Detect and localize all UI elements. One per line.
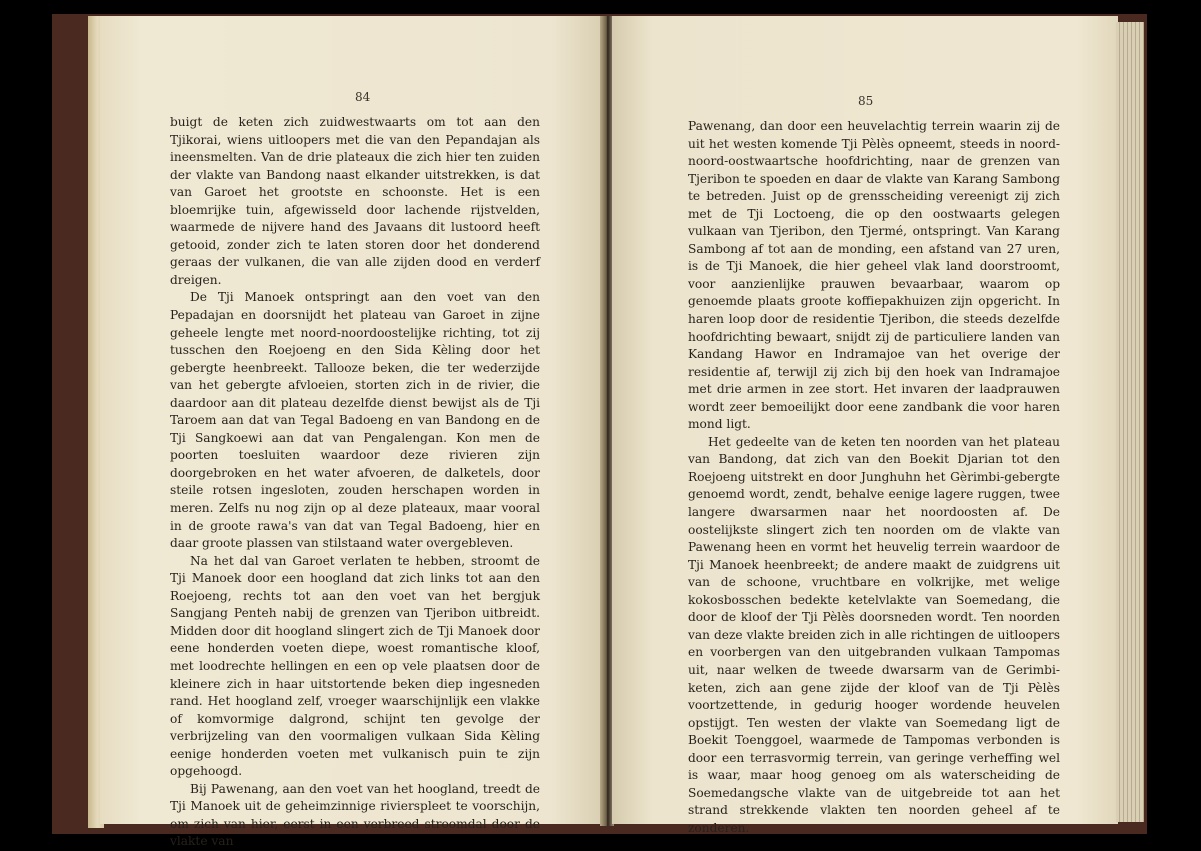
page-text [170, 114, 540, 851]
right-page [612, 16, 1118, 835]
paragraph: Pawenang, dan door een heuvelachtig terrein waarin zij de uit het westen komende Tji Pèlès opneemt, steeds in noord-noord-oostwaartsche hoofdrichting, naar de grenzen van Tjeribon te spoeden en daar de vlakte van Karang Sambong te betreden. Juist op de grensscheiding vereenigt zij zich met de Tji Loctoeng, die op den oostwaarts gelegen vulkaan van Tjeribon, den Tjermé, ontspringt. Van Karang Sambong af tot aan de monding, een afstand van 27 uren, is de Tji Manoek, die hier geheel vlak land doorstroomt, voor aanzienlijke prauwen bevaarbaar, waarom op genoemde plaats groote koffiepakhuizen zijn opgericht. In haren loop door de residentie Tjeribon, die steeds dezelfde hoofdrichting bewaart, snijdt zij de particuliere landen van Kandang Hawor en Indramajoe van het overige der residentie af, terwijl zij zich bij den hoek van Indramajoe met drie armen in zee stort. Het invaren der laadprauwen wordt zeer bemoeilijkt door eene zandbank die voor haren mond ligt. [688, 119, 1060, 432]
paragraph: Bij Pawenang, aan den voet van het hoogland, treedt de Tji Manoek uit de geheimzinnige rivierspleet te voorschijn, om zich van hier, eerst in een verbreed stroomdal door de vlakte van [170, 781, 540, 849]
page-text [688, 118, 1060, 837]
page-number: 85 [858, 94, 874, 108]
right-page-edges [1116, 22, 1144, 822]
left-page [100, 16, 602, 849]
paragraph: De Tji Manoek ontspringt aan den voet van den Pepadajan en doorsnijdt het plateau van Garoet in zijne geheele lengte met noord-noordoostelijke richting, tot zij tusschen den Roejoeng en den Sida Kèling door het gebergte heenbreekt. Tallooze beken, die ter wederzijde van het gebergte afvloeien, storten zich in de rivier, die daardoor aan dit plateau dezelfde dienst bewijst als de Tji Taroem aan dat van Tegal Badoeng en van Bandong en de Tji Sangkoewi aan dat van Pengalengan. Kon men de poorten toesluiten waardoor deze rivieren zijn doorgebroken en het water afvoeren, de dalketels, door steile rotsen ingesloten, zouden herschapen worden in meren. Zelfs nu nog zijn op al deze plateaux, maar vooral in de groote rawa's van dat van Tegal Badoeng, hier en daar groote plassen van stilstaand water overgebleven. [170, 290, 540, 551]
paragraph: buigt de keten zich zuidwestwaarts om tot aan den Tjikorai, wiens uitloopers met die van den Pepandajan als ineensmelten. Van de drie plateaux die zich hier ten zuiden der vlakte van Bandong naast elkander uitstrekken, is dat van Garoet het grootste en schoonste. Het is een bloemrijke tuin, afgewisseld door lachende rijstvelden, waarmede de nijvere hand des Javaans dit lustoord heeft getooid, zonder zich te laten storen door het donderend geraas der vulkanen, die van alle zijden dood en verderf dreigen. [170, 115, 540, 287]
page-number: 84 [355, 90, 371, 104]
paragraph: Na het dal van Garoet verlaten te hebben, stroomt de Tji Manoek door een hoogland dat zich links tot aan den Roejoeng, rechts tot aan den voet van het bergjuk Sangjang Penteh nabij de grenzen van Tjeribon uitbreidt. Midden door dit hoogland slingert zich de Tji Manoek door eene honderden voeten diepe, woest romantische kloof, met loodrechte hellingen en een op vele plaatsen door de kleinere zich in haar uitstortende beken diep ingesneden rand. Het hoogland zelf, vroeger waarschijnlijk een vlakke of komvormige dalgrond, schijnt ten gevolge der verbrijzeling van den voormaligen vulkaan Sida Kèling eenige honderden voeten met vulkanisch puin te zijn opgehoogd. [170, 553, 540, 779]
paragraph: Het gedeelte van de keten ten noorden van het plateau van Bandong, dat zich van den Boekit Djarian tot den Roejoeng uitstrekt en door Junghuhn het Gèrimbi-gebergte genoemd wordt, zendt, behalve eenige lagere ruggen, twee langere dwarsarmen naar het noordoosten af. De oostelijkste slingert zich ten noorden om de vlakte van Pawenang heen en vormt het heuvelig terrein waardoor de Tji Manoek heenbreekt; de andere maakt de zuidgrens uit van de schoone, vruchtbare en volkrijke, met welige kokosbosschen bedekte ketelvlakte van Soemedang, die door de kloof der Tji Pèlès doorsneden wordt. Ten noorden van deze vlakte breiden zich in alle richtingen de uitloopers en voorbergen van den uitgebranden vulkaan Tampomas uit, naar welken de tweede dwarsarm van de Gerimbi-keten, zich aan gene zijde der kloof van de Tji Pèlès voortzettende, in gedurig hooger wordende heuvelen opstijgt. Ten westen der vlakte van Soemedang ligt de Boekit Toenggoel, waarmede de Tampomas verbonden is door een terrasvormig terrein, van geringe verheffing wel is waar, maar hoog genoeg om als waterscheiding de Soemedangsche vlakte van de uitgebreide tot aan het strand strekkende vlakten ten noorden geheel af te zonderen. [688, 434, 1060, 835]
